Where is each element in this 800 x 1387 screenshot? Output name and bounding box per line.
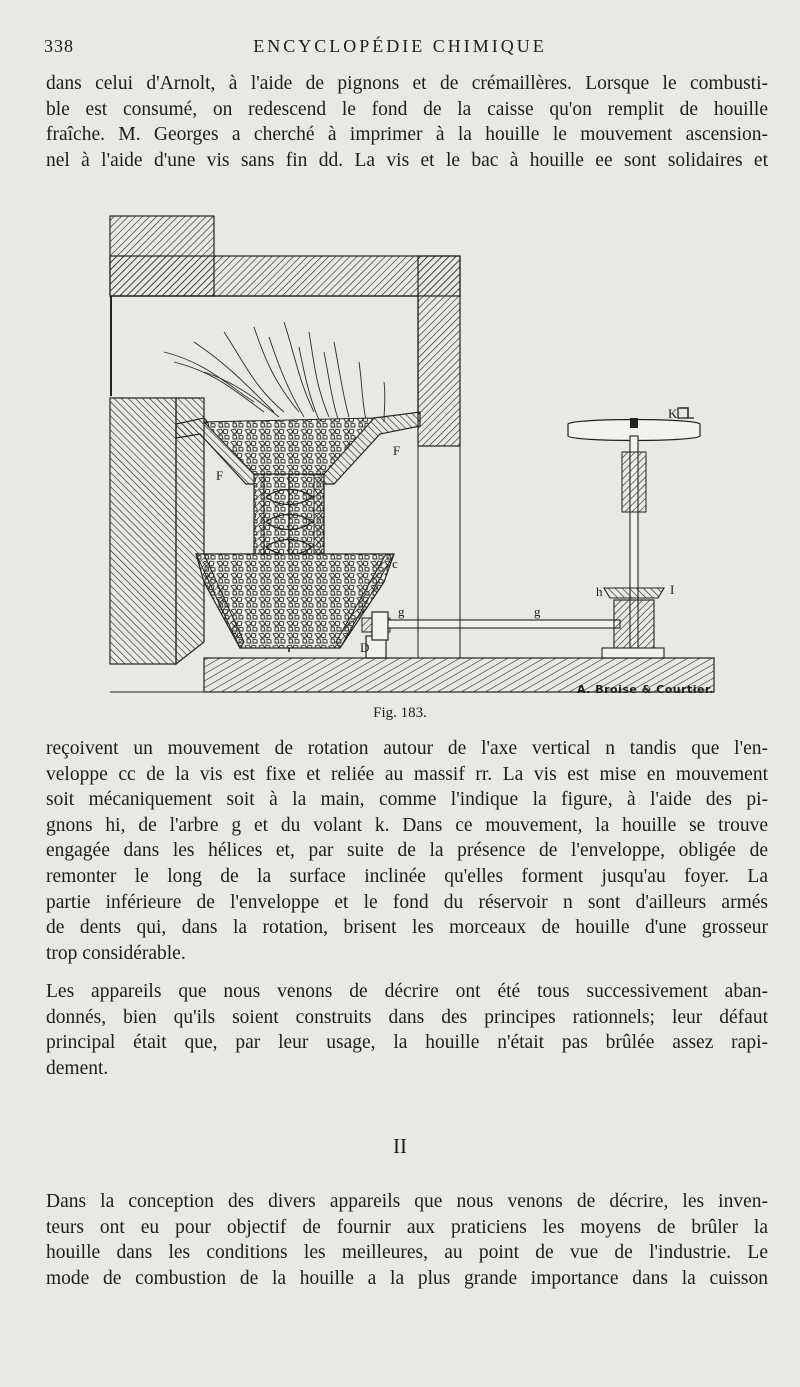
label-h: h	[596, 584, 603, 599]
text-line: engagée dans les hélices et, par suite de la présence de l'enveloppe, obligée de	[46, 840, 768, 862]
text-line: trop considérable.	[46, 942, 186, 964]
label-I: I	[670, 582, 675, 597]
section-number: II	[393, 1134, 407, 1158]
text-line: dement.	[46, 1057, 109, 1079]
text-line: soit mécaniquement soit à la main, comme l'indique la figure, à l'aide des pi-	[46, 789, 768, 811]
text-line: donnés, bien qu'ils soient construits dans des principes rationnels; leur défaut	[46, 1006, 768, 1028]
text-line: reçoivent un mouvement de rotation autour de l'axe vertical n tandis que l'en-	[46, 738, 768, 759]
text-line: nel à l'aide d'une vis sans fin dd. La vis et le bac à houille ee sont solidaires et	[46, 149, 768, 171]
label-g-small: g	[398, 604, 405, 619]
text-line: principal était que, par leur usage, la houille n'était pas brûlée assez rapi-	[46, 1032, 768, 1054]
running-title: ENCYCLOPÉDIE CHIMIQUE	[253, 36, 547, 56]
paragraph-abandoned	[46, 979, 768, 1081]
text-line: de dents qui, dans la rotation, brisent les morceaux de houille d'une grosseur	[46, 917, 768, 939]
figure-caption: Fig. 183.	[373, 705, 427, 721]
text-line: teurs ont eu pour objectif de fournir aux praticiens les moyens de brûler la	[46, 1216, 768, 1238]
paragraph-intro	[46, 71, 768, 173]
paragraph-rotation	[46, 736, 768, 966]
engraver-credit: A. Broise & Courtier.	[577, 683, 715, 696]
text-line: mode de combustion de la houille a la plus grande importance dans la cuisson	[46, 1267, 768, 1289]
text-line: houille dans les conditions les meilleures, au point de vue de l'industrie. Le	[46, 1242, 768, 1264]
text-line: ble est consumé, on redescend le fond de la caisse qu'on remplit de houille	[46, 98, 768, 120]
label-K: K	[668, 406, 678, 421]
text-line: dans celui d'Arnolt, à l'aide de pignons et de crémaillères. Lorsque le combusti-	[46, 73, 768, 94]
label-F-right: F	[393, 443, 401, 458]
label-D: D	[360, 640, 370, 655]
paragraph-conception	[46, 1189, 768, 1291]
text-line: Dans la conception des divers appareils que nous venons de décrire, les inven-	[46, 1191, 768, 1212]
label-F-left: F	[216, 468, 224, 483]
label-c: c	[392, 556, 398, 571]
page-header	[44, 36, 756, 60]
text-line: gnons hi, de l'arbre g et du volant k. Dans ce mouvement, la houille se trouve	[46, 814, 768, 836]
text-line: veloppe cc de la vis est fixe et reliée au massif rr. La vis est mise en mouvement	[46, 763, 768, 785]
label-g-shaft: g	[534, 604, 541, 619]
furnace-illustration	[104, 212, 724, 698]
text-line: partie inférieure de l'enveloppe et le fond du réservoir n sont d'ailleurs armés	[46, 891, 768, 913]
figure-183	[104, 212, 724, 698]
text-line: remonter le long de la surface inclinée qu'elles forment jusqu'au foyer. La	[46, 865, 768, 887]
text-line: fraîche. M. Georges a cherché à imprimer à la houille le mouvement ascension-	[46, 124, 768, 146]
text-line: Les appareils que nous venons de décrire ont été tous successivement aban-	[46, 981, 768, 1002]
page-number: 338	[44, 36, 74, 56]
